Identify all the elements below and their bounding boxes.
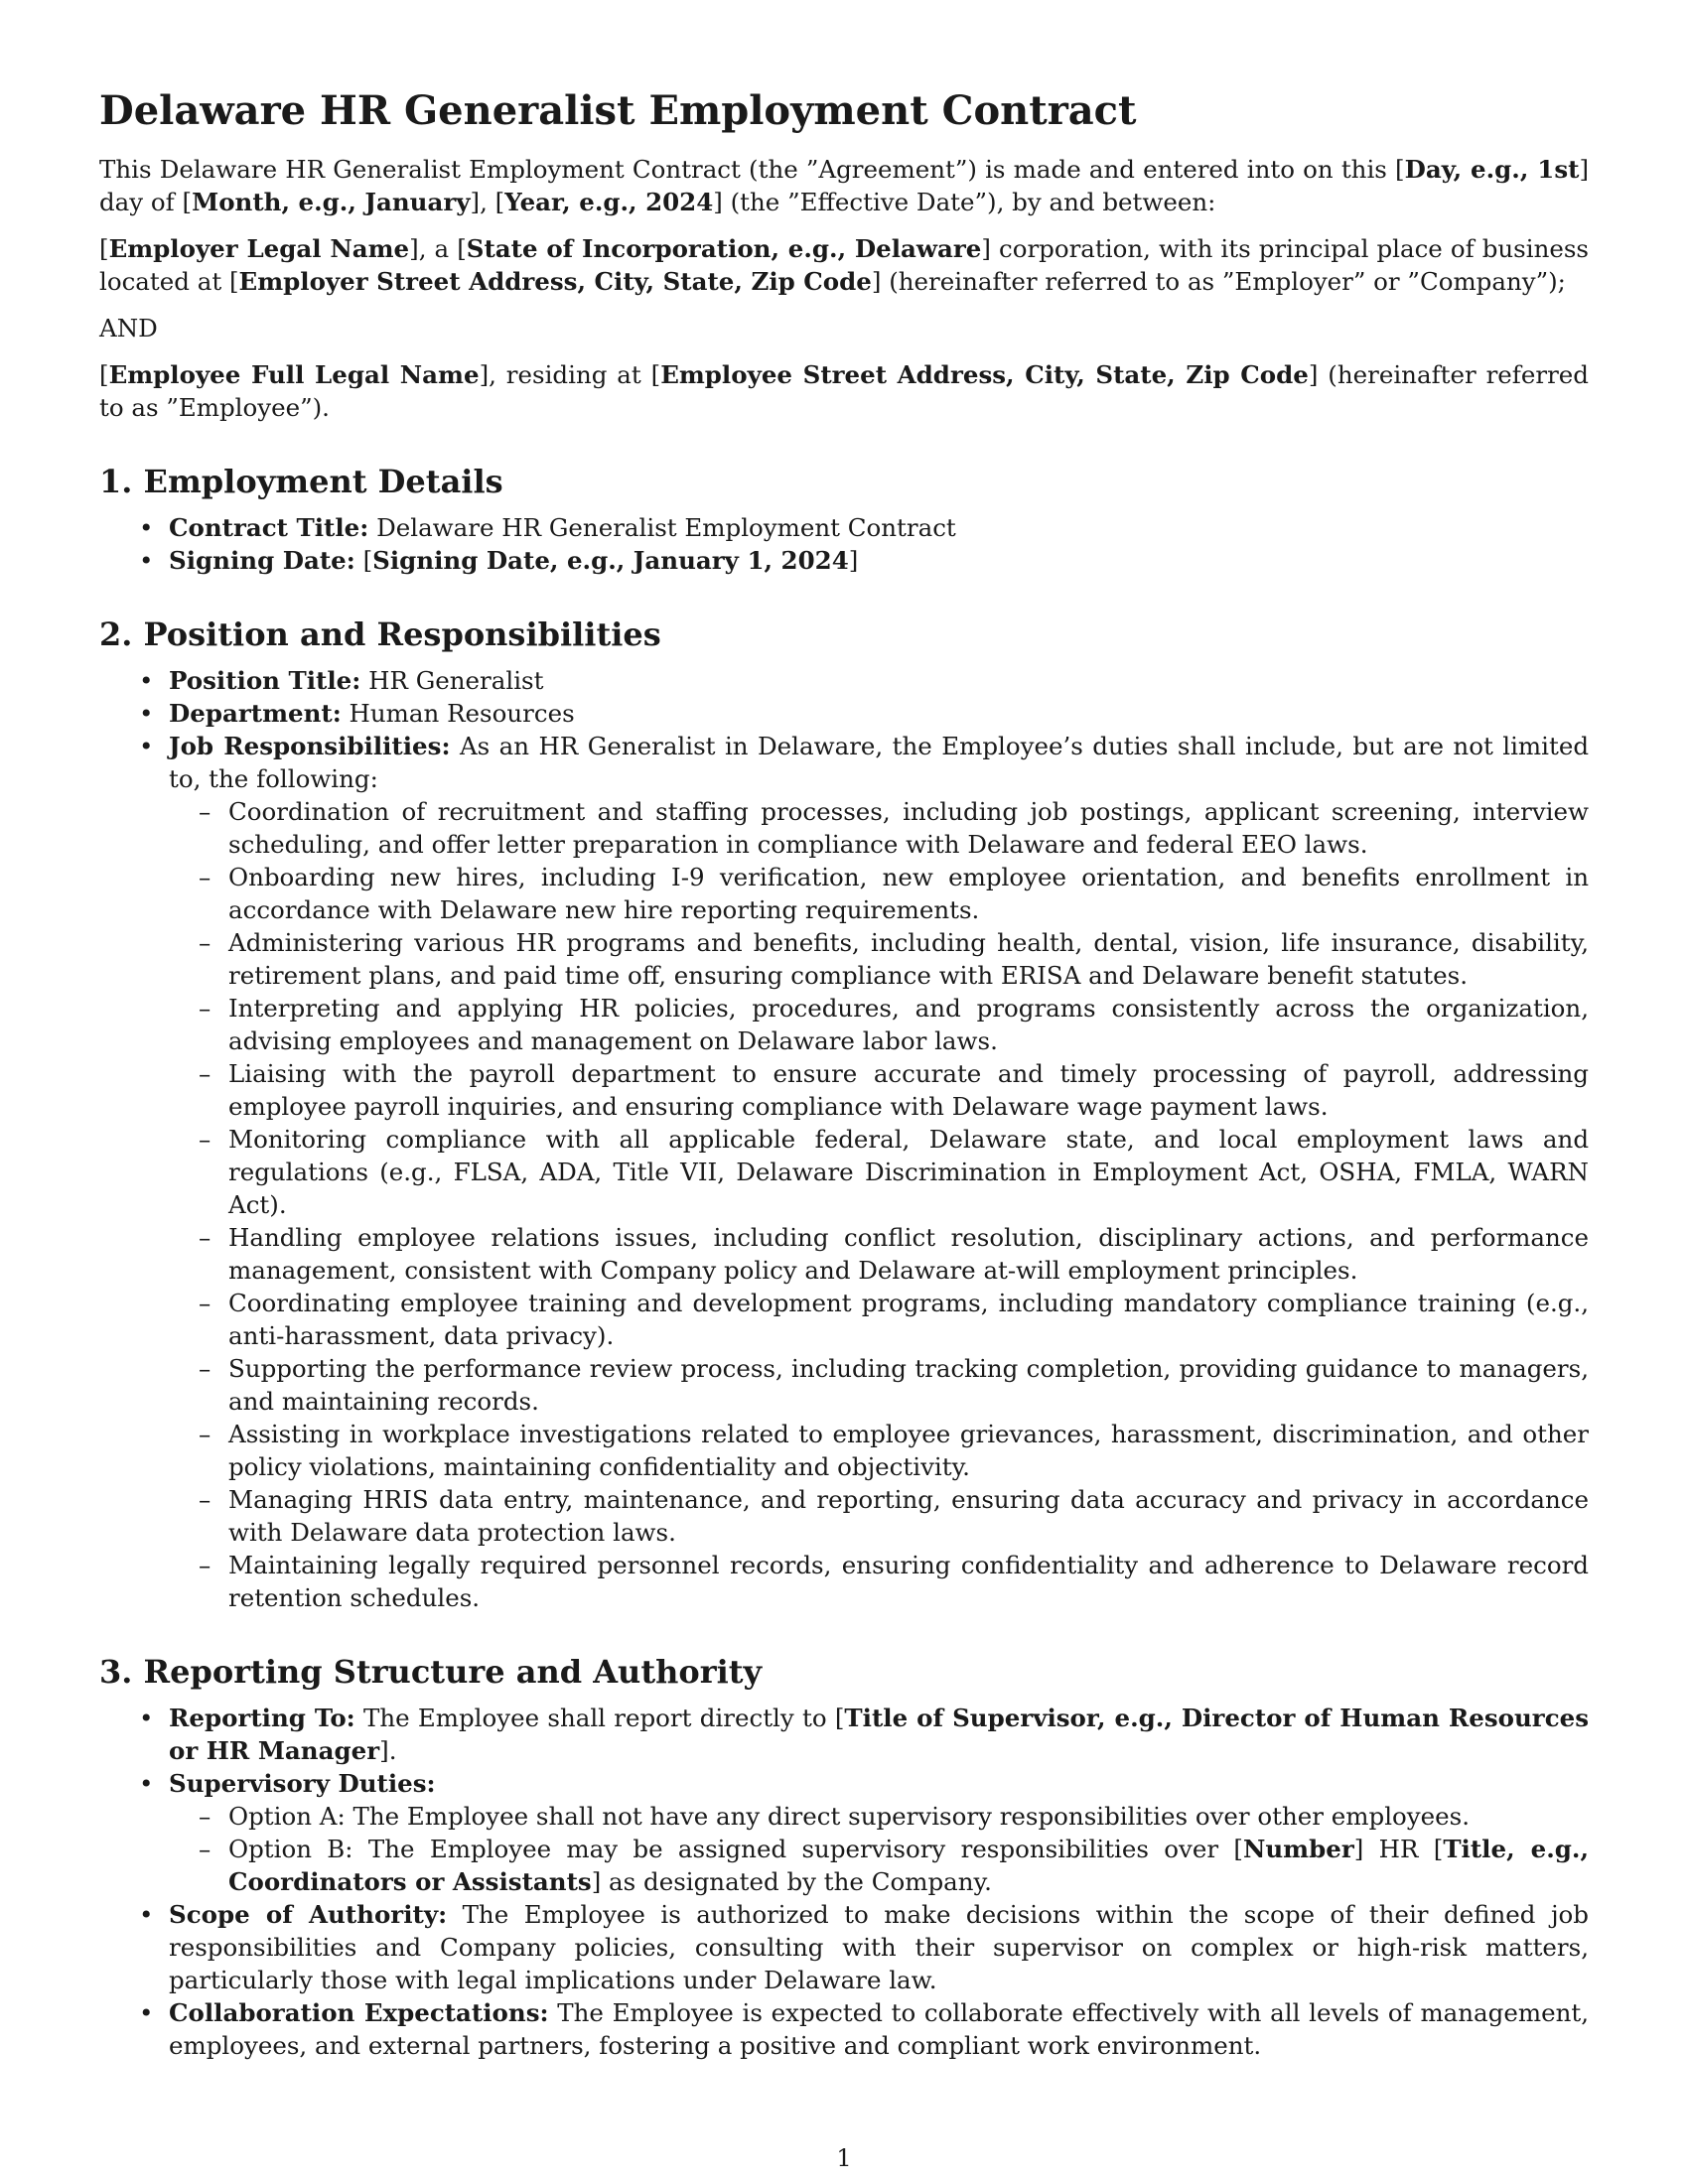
placeholder-day: Day, e.g., 1st [1404,155,1580,184]
placeholder-employee-address: Employee Street Address, City, State, Zip Code [660,360,1309,389]
list-item: • Department: Human Resources [169,697,1589,730]
duty-item: – Supporting the performance review process, including tracking completion, providing guidance to managers, and maintaining records. [228,1352,1589,1418]
duty-item: – Administering various HR programs and benefits, including health, dental, vision, life insurance, disability, retirement plans, and paid time off, ensuring compliance with ERISA and Delaware benefit statutes. [228,926,1589,992]
duty-item: – Assisting in workplace investigations related to employee grievances, harassment, discrimination, and other policy violations, maintaining confidentiality and objectivity. [228,1418,1589,1483]
intro-paragraph-date: This Delaware HR Generalist Employment Contract (the ”Agreement”) is made and entered into on this [Day, e.g., 1st] day of [Month, e.g., January], [Year, e.g., 2024] (the ”Effective Date”), by and between: [99,155,1589,216]
section-3-list [99,1702,1589,2062]
list-item: • Contract Title: Delaware HR Generalist Employment Contract [169,511,1589,544]
duty-item: – Coordinating employee training and development programs, including mandatory compliance training (e.g., anti-harassment, data privacy). [228,1287,1589,1352]
placeholder-number: Number [1242,1835,1354,1863]
option-a: – Option A: The Employee shall not have any direct supervisory responsibilities over other employees. [228,1800,1589,1833]
duty-item: – Coordination of recruitment and staffing processes, including job postings, applicant screening, interview scheduling, and offer letter preparation in compliance with Delaware and federal EEO laws. [228,795,1589,861]
placeholder-state: State of Incorporation, e.g., Delaware [466,234,982,263]
document-title: Delaware HR Generalist Employment Contract [99,87,1137,134]
duty-item: – Interpreting and applying HR policies, procedures, and programs consistently across the organization, advising employees and management on Delaware labor laws. [228,992,1589,1057]
placeholder-subordinate-title: Title, e.g., Coordinators or Assistants [228,1835,1589,1896]
section-1-heading: 1. Employment Details [99,463,503,500]
duty-item: – Managing HRIS data entry, maintenance, and reporting, ensuring data accuracy and privacy in accordance with Delaware data protection laws. [228,1483,1589,1549]
supervisory-options-list [169,1800,1589,1898]
placeholder-signing-date: Signing Date, e.g., January 1, 2024 [372,546,849,575]
placeholder-supervisor-title: Title of Supervisor, e.g., Director of Human Resources or HR Manager [169,1704,1589,1765]
section-1-list [99,511,1589,577]
list-item: • Signing Date: [Signing Date, e.g., January 1, 2024] [169,544,1589,577]
duty-item: – Maintaining legally required personnel records, ensuring confidentiality and adherence to Delaware record retention schedules. [228,1549,1589,1614]
duty-item: – Liaising with the payroll department to ensure accurate and timely processing of payroll, addressing employee payroll inquiries, and ensuring compliance with Delaware wage payment laws. [228,1057,1589,1123]
intro-paragraph-employer: [Employer Legal Name], a [State of Incorporation, e.g., Delaware] corporation, with its principal place of business located at [Employer Street Address, City, State, Zip Code] (hereinafter referred to as ”Employer” or ”Company”); [99,234,1590,296]
placeholder-employer-name: Employer Legal Name [108,234,410,263]
list-item: • Scope of Authority: The Employee is authorized to make decisions within the scope of their defined job responsibilities and Company policies, consulting with their supervisor on complex or high-risk matters, particularly those with legal implications under Delaware law. [169,1898,1589,1996]
placeholder-employee-name: Employee Full Legal Name [108,360,480,389]
duty-item: – Handling employee relations issues, including conflict resolution, disciplinary actions, and performance management, consistent with Company policy and Delaware at-will employment principles. [228,1221,1589,1287]
list-item: • Reporting To: The Employee shall report directly to [Title of Supervisor, e.g., Director of Human Resources or HR Manager]. [169,1702,1589,1767]
placeholder-month: Month, e.g., January [192,188,471,216]
duties-list [169,795,1589,1614]
list-item: • Position Title: HR Generalist [169,664,1589,697]
intro-and: AND [99,314,158,342]
option-b: – Option B: The Employee may be assigned supervisory responsibilities over [Number] HR [Title, e.g., Coordinators or Assistants] as designated by the Company. [228,1833,1589,1898]
duty-item: – Onboarding new hires, including I-9 verification, new employee orientation, and benefits enrollment in accordance with Delaware new hire reporting requirements. [228,861,1589,926]
list-item: • Supervisory Duties: – Option A: The Employee shall not have any direct supervisory responsibilities over other employees. – Option B: The Employee may be assigned supervisory responsibilities over [Number] HR [Title, e.g., Coordinators or Assistants] as designated by the Company. [169,1767,1589,1898]
section-2-heading: 2. Position and Responsibilities [99,615,661,653]
duty-item: – Monitoring compliance with all applicable federal, Delaware state, and local employment laws and regulations (e.g., FLSA, ADA, Title VII, Delaware Discrimination in Employment Act, OSHA, FMLA, WARN Act). [228,1123,1589,1221]
list-item: • Collaboration Expectations: The Employee is expected to collaborate effectively with all levels of management, employees, and external partners, fostering a positive and compliant work environment. [169,1996,1589,2062]
page-number: 1 [836,2144,852,2172]
list-item: • Job Responsibilities: As an HR Generalist in Delaware, the Employee’s duties shall include, but are not limited to, the following: – Coordination of recruitment and staffing processes, including job postings, applicant screening, interview scheduling, and offer letter preparation in compliance with Delaware and federal EEO laws. – Onboarding new hires, including I-9 verification, new employee orientation, and benefits enrollment in accordance with Delaware new hire reporting requirements. – Administering various HR programs and benefits, including health, dental, vision, life insurance, disability, retirement plans, and paid time off, ensuring compliance with ERISA and Delaware benefit statutes. – Interpreting and applying HR policies, procedures, and programs consistently across the organization, advising employees and management on Delaware labor laws. – Liaising with the payroll department to ensure accurate and timely processing of payroll, addressing employee payroll inquiries, and ensuring compliance with Delaware wage payment laws. – Monitoring compliance with all applicable federal, Delaware state, and local employment laws and regulations (e.g., FLSA, ADA, Title VII, Delaware Discrimination in Employment Act, OSHA, FMLA, WARN Act). – Handling employee relations issues, including conflict resolution, disciplinary actions, and performance management, consistent with Company policy and Delaware at-will employment principles. – Coordinating employee training and development programs, including mandatory compliance training (e.g., anti-harassment, data privacy). – Supporting the performance review process, including tracking completion, providing guidance to managers, and maintaining records. – Assisting in workplace investigations related to employee grievances, harassment, discrimination, and other policy violations, maintaining confidentiality and objectivity. – Managing HRIS data entry, maintenance, and reporting, ensuring data accuracy and privacy in accordance with Delaware data protection laws. – Maintaining legally required personnel records, ensuring confidentiality and adherence to Delaware record retention schedules. [169,730,1589,1614]
placeholder-year: Year, e.g., 2024 [504,188,714,216]
section-2-list [99,664,1589,1614]
intro-paragraph-employee: [Employee Full Legal Name], residing at [Employee Street Address, City, State, Zip Code] (hereinafter referred to as ”Employee”). [99,360,1589,422]
placeholder-employer-address: Employer Street Address, City, State, Zip Code [238,267,872,296]
section-3-heading: 3. Reporting Structure and Authority [99,1653,763,1691]
